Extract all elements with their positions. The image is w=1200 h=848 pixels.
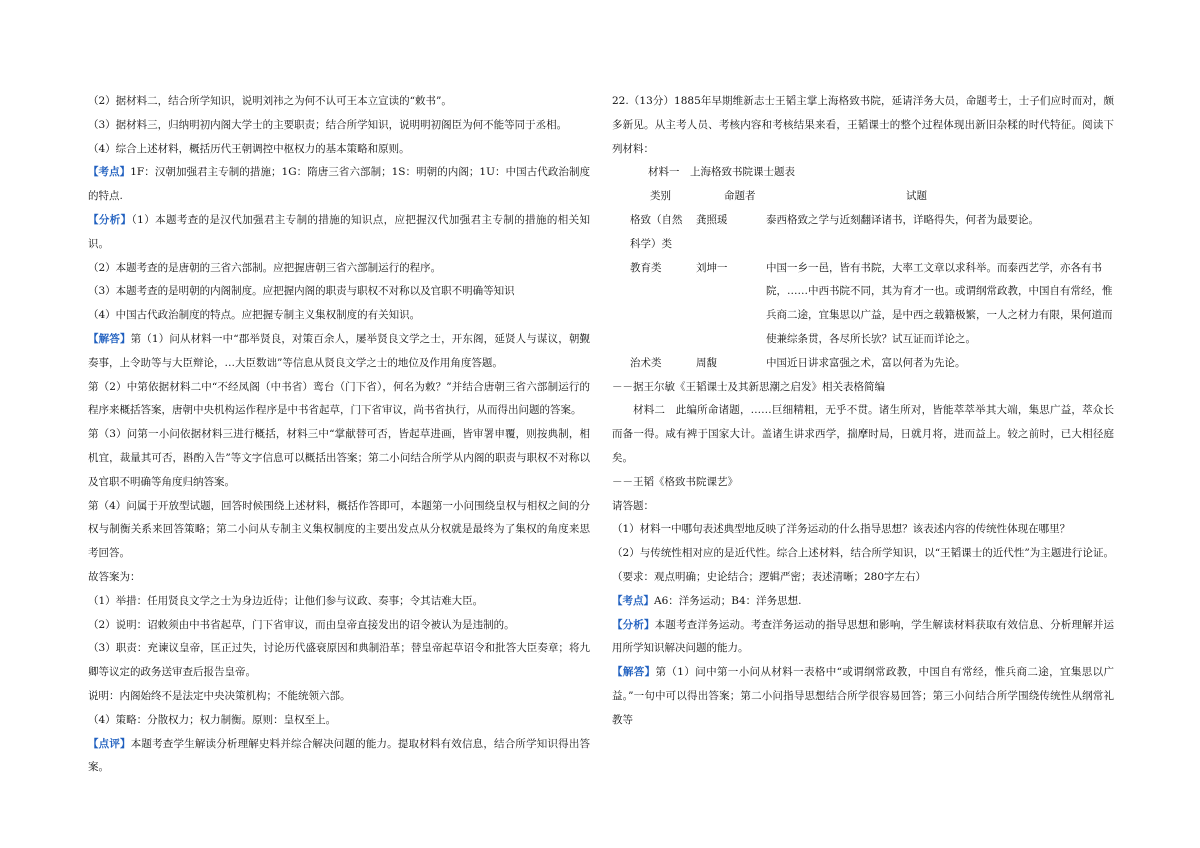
fenxi-text-3: （3）本题考查的是明朝的内阁制度。应把握内阁的职责与职权不对称以及官职不明确等知识 (88, 285, 515, 298)
jieda-tag: 【解答】 (88, 332, 131, 345)
table-header-category: 类别 (650, 190, 671, 203)
table-cell-author: 刘坤一 (696, 261, 728, 274)
table-cell-topic: 泰西格致之学与近刻翻译诸书，详略得失，何者为最要论。 (766, 213, 1039, 226)
kaodian-paragraph (612, 590, 1114, 614)
right-column (612, 90, 1114, 733)
answer-intro: 故答案为： (88, 570, 141, 583)
question-3: （3）据材料三，归纳明初内阁大学士的主要职责；结合所学知识，说明明初阁臣为何不能等同于丞相。 (88, 118, 568, 131)
table-cell-category: 格致（自然科学）类 (630, 213, 683, 250)
jieda-text-3: 第（3）问第一小问依据材料三进行概括，材料三中“掌献替可否，皆起草进画，皆审署申覆，则按典制，相机宜，裁量其可否，斟酌入告”等文字信息可以概括出答案；第二小问结合所学从内阁的职责与职权不对称以及官职不明确等角度归纳答案。 (88, 428, 590, 488)
fenxi-text-4: （4）中国古代政治制度的特点。应把握专制主义集权制度的有关知识。 (88, 309, 421, 322)
jieda-text-2: 第（2）中第依据材料二中“不经凤阁（中书省）鸾台（门下省），何名为敕？”并结合唐朝三省六部制运行的程序来概括答案，唐朝中央机构运作程序是中书省起草，门下省审议，尚书省执行，从而得出问题的答案。 (88, 380, 590, 417)
fenxi-tag: 【分析】 (612, 618, 655, 631)
table-header-row (612, 185, 1114, 209)
table-row (612, 209, 1114, 257)
material-2: 材料二 此编所命诸题，……巨细精粗，无乎不贯。诸生所对，皆能萃萃举其大端，集思广益，萃众长而备一得。咸有裨于国家大计。盖诸生讲求西学，揣摩时局，日就月将，进而益上。较之前时，已大相径庭矣。 (612, 404, 1114, 464)
jieda-paragraph (612, 661, 1114, 732)
question-4: （4）综合上述材料，概括历代王朝调控中枢权力的基本策略和原则。 (88, 142, 410, 155)
table-header-topic: 试题 (906, 190, 927, 203)
exam-topic-table (612, 185, 1114, 375)
fenxi-paragraph (612, 614, 1114, 662)
answer-3-note: 说明：内阁始终不是法定中央决策机构；不能统领六部。 (88, 689, 351, 702)
table-cell-category: 教育类 (630, 261, 662, 274)
fenxi-paragraph (88, 209, 590, 257)
answer-2: （2）说明：诏敕须由中书省起草，门下省审议，而由皇帝直接发出的诏令被认为是违制的。 (88, 618, 515, 631)
fenxi-text-1: （1）本题考查的是汉代加强君主专制的措施的知识点，应把握汉代加强君主专制的措施的相关知识。 (88, 213, 590, 250)
kaodian-text: 1F：汉朝加强君主专制的措施；1G：隋唐三省六部制；1S：明朝的内阁；1U：中国古代政治制度的特点. (88, 166, 591, 203)
kaodian-text: A6：洋务运动；B4：洋务思想. (654, 594, 802, 607)
answer-3: （3）职责：充谏议皇帝，匡正过失，讨论历代盛衰原因和典制沿革；替皇帝起草诏令和批答大臣奏章；将九卿等议定的政务送审查后报告皇帝。 (88, 642, 590, 679)
table-row (612, 257, 1114, 352)
table-row (612, 352, 1114, 376)
answer-4: （4）策略：分散权力；权力制衡。原则：皇权至上。 (88, 713, 337, 726)
question-22: 22.（13分）1885年早期维新志士王韬主掌上海格致书院，延请洋务大员，命题考士，士子们应时而对，颇多新见。从主考人员、考核内容和考核结果来看，王韬课士的整个过程体现出新旧杂糅的时代特征。阅读下列材料： (612, 95, 1114, 155)
kaodian-paragraph (88, 161, 590, 209)
material-1-caption: 材料一 上海格致书院课士题表 (648, 166, 795, 179)
dianping-paragraph (88, 733, 590, 781)
table-cell-topic: 中国一乡一邑，皆有书院，大率工文章以求科举。而泰西艺学，亦各有书院，……中西书院不同，其为育才一也。或谓纲常政教，中国自有常经，惟兵商二途，宜集思以广益，是中西之载籍极繁，一人之材力有限，果何道而使兼综条贯，各尽所长欤？试互证而详论之。 (766, 261, 1113, 345)
source-2: －－王韬《格致书院课艺》 (612, 475, 738, 488)
sub-question-1: （1）材料一中哪句表述典型地反映了洋务运动的什么指导思想？该表述内容的传统性体现在哪里？ (612, 523, 1071, 536)
table-cell-author: 龚照瑗 (696, 213, 728, 226)
fenxi-text: 本题考查洋务运动。考查洋务运动的指导思想和影响，学生解读材料获取有效信息、分析理解并运用所学知识解决问题的能力。 (612, 618, 1115, 655)
dianping-tag: 【点评】 (88, 737, 131, 750)
fenxi-tag: 【分析】 (88, 213, 132, 226)
table-cell-category: 治术类 (630, 356, 662, 369)
jieda-text-1: 第（1）问从材料一中“郡举贤良，对策百余人，屡举贤良文学之士，开东阁，延贤人与谋议，朝觐奏事，上令助等与大臣辩论，…大臣数诎”等信息从贤良文学之士的地位及作用角度答题。 (88, 332, 591, 369)
kaodian-tag: 【考点】 (88, 166, 131, 179)
table-cell-author: 周馥 (696, 356, 717, 369)
left-column (88, 90, 590, 780)
sub-question-2: （2）与传统性相对应的是近代性。综合上述材料，结合所学知识，以“王韬课士的近代性”为主题进行论证。（要求：观点明确；史论结合；逻辑严密；表述清晰；280字左右） (612, 547, 1114, 583)
fenxi-text-2: （2）本题考查的是唐朝的三省六部制。应把握唐朝三省六部制运行的程序。 (88, 261, 442, 274)
jieda-text-4: 第（4）问属于开放型试题，回答时候围绕上述材料，概括作答即可，本题第一小问围绕皇权与相权之间的分权与制衡关系来回答策略；第二小问从专制主义集权制度的主要出发点从分权就是最终为了集权的角度来思考回答。 (88, 499, 590, 560)
dianping-text: 本题考查学生解读分析理解史料并综合解决问题的能力。提取材料有效信息，结合所学知识得出答案。 (88, 737, 591, 774)
source-1: －－据王尔敏《王韬课士及其新思潮之启发》相关表格简编 (612, 380, 885, 393)
jieda-text: 第（1）问中第一小问从材料一表格中“或谓纲常政教，中国自有常经，惟兵商二途，宜集思以广益。”一句中可以得出答案；第二小问指导思想结合所学很容易回答；第三小问结合所学围绕传统性从纲常礼教等 (612, 666, 1115, 726)
table-cell-topic: 中国近日讲求富强之术，富以何者为先论。 (766, 356, 966, 369)
question-2: （2）据材料二，结合所学知识，说明刘祎之为何不认可王本立宣读的“敕书”。 (88, 95, 452, 107)
kaodian-tag: 【考点】 (612, 594, 654, 607)
please-answer: 请答题： (612, 499, 654, 512)
answer-1: （1）举措：任用贤良文学之士为身边近侍；让他们参与议政、奏事；令其诘难大臣。 (88, 594, 484, 607)
jieda-tag: 【解答】 (612, 666, 656, 679)
jieda-paragraph (88, 328, 590, 376)
table-header-author: 命题者 (724, 190, 756, 203)
